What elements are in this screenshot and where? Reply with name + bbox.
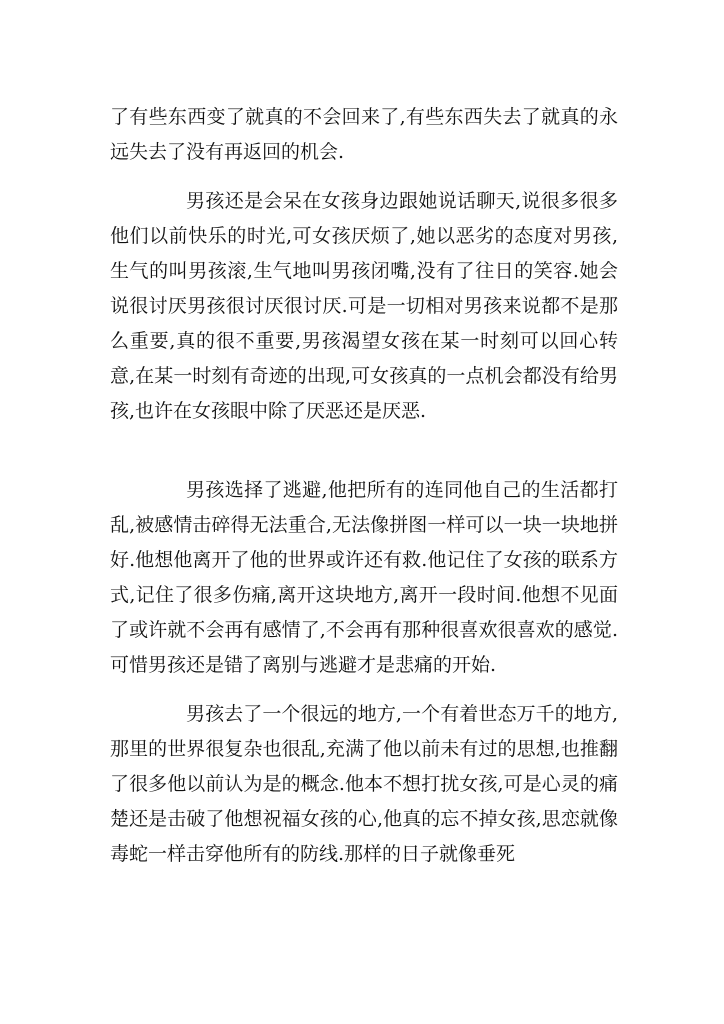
paragraph-continuation: 了有些东西变了就真的不会回来了,有些东西失去了就真的永远失去了没有再返回的机会. — [110, 106, 618, 163]
paragraph: 男孩选择了逃避,他把所有的连同他自己的生活都打乱,被感情击碎得无法重合,无法像拼图一样可以一块一块地拼好.他想他离开了他的世界或许还有救.他记住了女孩的联系方式,记住了很多伤痛,离开这块地方,离开一段时间.他想不见面了或许就不会再有感情了,不会再有那种很喜欢很喜欢的感觉.可惜男孩还是错了离别与逃避才是悲痛的开始. — [110, 479, 618, 676]
paragraph: 男孩还是会呆在女孩身边跟她说话聊天,说很多很多他们以前快乐的时光,可女孩厌烦了,她以恶劣的态度对男孩,生气的叫男孩滚,生气地叫男孩闭嘴,没有了往日的笑容.她会说很讨厌男孩很讨厌很讨厌.可是一切相对男孩来说都不是那么重要,真的很不重要,男孩渴望女孩在某一时刻可以回心转意,在某一时刻有奇迹的出现,可女孩真的一点机会都没有给男孩,也许在女孩眼中除了厌恶还是厌恶. — [110, 190, 618, 422]
paragraph: 男孩去了一个很远的地方,一个有着世态万千的地方,那里的世界很复杂也很乱,充满了他以前未有过的思想,也推翻了很多他以前认为是的概念.他本不想打扰女孩,可是心灵的痛楚还是击破了他想祝福女孩的心,他真的忘不掉女孩,思恋就像毒蛇一样击穿他所有的防线.那样的日子就像垂死 — [110, 703, 618, 865]
document-body — [110, 100, 618, 872]
